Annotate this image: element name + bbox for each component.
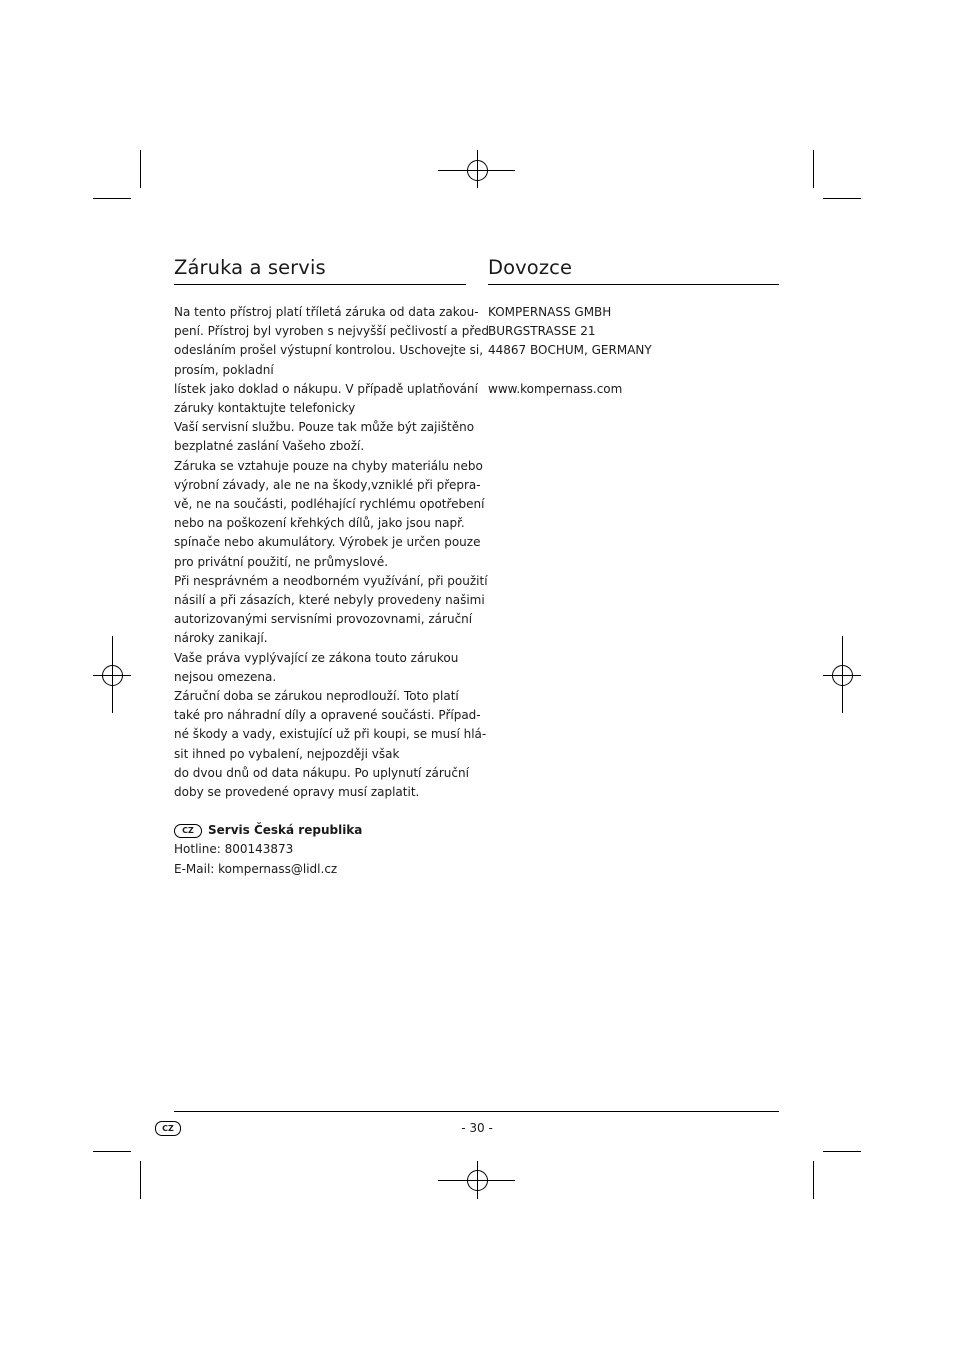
text-line: odesláním prošel výstupní kontrolou. Uschovejte si, [174,343,484,358]
text-line: Vaší servisní službu. Pouze tak může být zajištěno [174,420,475,435]
text-line: také pro náhradní díly a opravené součásti. Případ- [174,708,481,723]
text-line: do dvou dnů od data nákupu. Po uplynutí záruční [174,765,469,780]
text-line: doby se provedené opravy musí zaplatit. [174,785,420,800]
text-line: Záruka se vztahuje pouze na chyby materiálu nebo [174,458,483,473]
service-title-row [174,821,466,840]
warranty-heading: Záruka a servis [174,250,466,285]
country-badge-icon: CZ [174,824,202,838]
text-line: nároky zanikají. [174,631,268,646]
text-line: Záruční doba se zárukou neprodlouží. Toto platí [174,689,459,704]
importer-section [488,250,779,399]
hotline: Hotline: 800143873 [174,842,294,857]
text-line: spínače nebo akumulátory. Výrobek je určen pouze [174,535,481,550]
text-line: lístek jako doklad o nákupu. V případě uplatňování [174,381,478,396]
page-number: - 30 - [461,1121,493,1135]
service-title: Servis Česká republika [208,823,363,838]
country-badge-icon: CZ [155,1121,181,1136]
text-line: sit ihned po vybalení, nejpozději však [174,746,400,761]
city-address: 44867 BOCHUM, GERMANY [488,343,652,358]
text-line: bezplatné zaslání Vašeho zboží. [174,439,365,454]
text-line: pení. Přístroj byl vyroben s nejvyšší pečlivostí a před [174,324,489,339]
warranty-text [174,303,489,802]
warranty-section [174,250,489,879]
text-line: nejsou omezena. [174,669,277,684]
text-line: výrobní závady, ale ne na škody,vzniklé při přepra- [174,477,481,492]
text-line: né škody a vady, existující už při koupi, se musí hlá- [174,727,487,742]
street-address: BURGSTRASSE 21 [488,324,596,339]
text-line: záruky kontaktujte telefonicky [174,401,356,416]
website-link[interactable]: www.kompernass.com [488,381,623,396]
service-email: E-Mail: kompernass@lidl.cz [174,861,338,876]
importer-address [488,303,779,399]
text-line: vě, ne na součásti, podléhající rychlému opotřebení [174,497,485,512]
service-contact [174,821,466,879]
importer-heading: Dovozce [488,250,779,285]
company-name: KOMPERNASS GMBH [488,305,612,319]
text-line: pro privátní použití, ne průmyslové. [174,554,389,569]
text-line: Vaše práva vyplývající ze zákona touto zárukou [174,650,459,665]
text-line: Na tento přístroj platí tříletá záruka od data zakou- [174,305,479,319]
text-line: Při nesprávném a neodborném využívání, při použití [174,573,488,588]
text-line: autorizovanými servisními provozovnami, záruční [174,612,473,627]
text-line: nebo na poškození křehkých dílů, jako jsou např. [174,516,465,531]
text-line: prosím, pokladní [174,362,274,377]
text-line: násilí a při zásazích, které nebyly provedeny našimi [174,593,485,608]
spacer [488,361,779,380]
footer-divider [174,1111,779,1112]
